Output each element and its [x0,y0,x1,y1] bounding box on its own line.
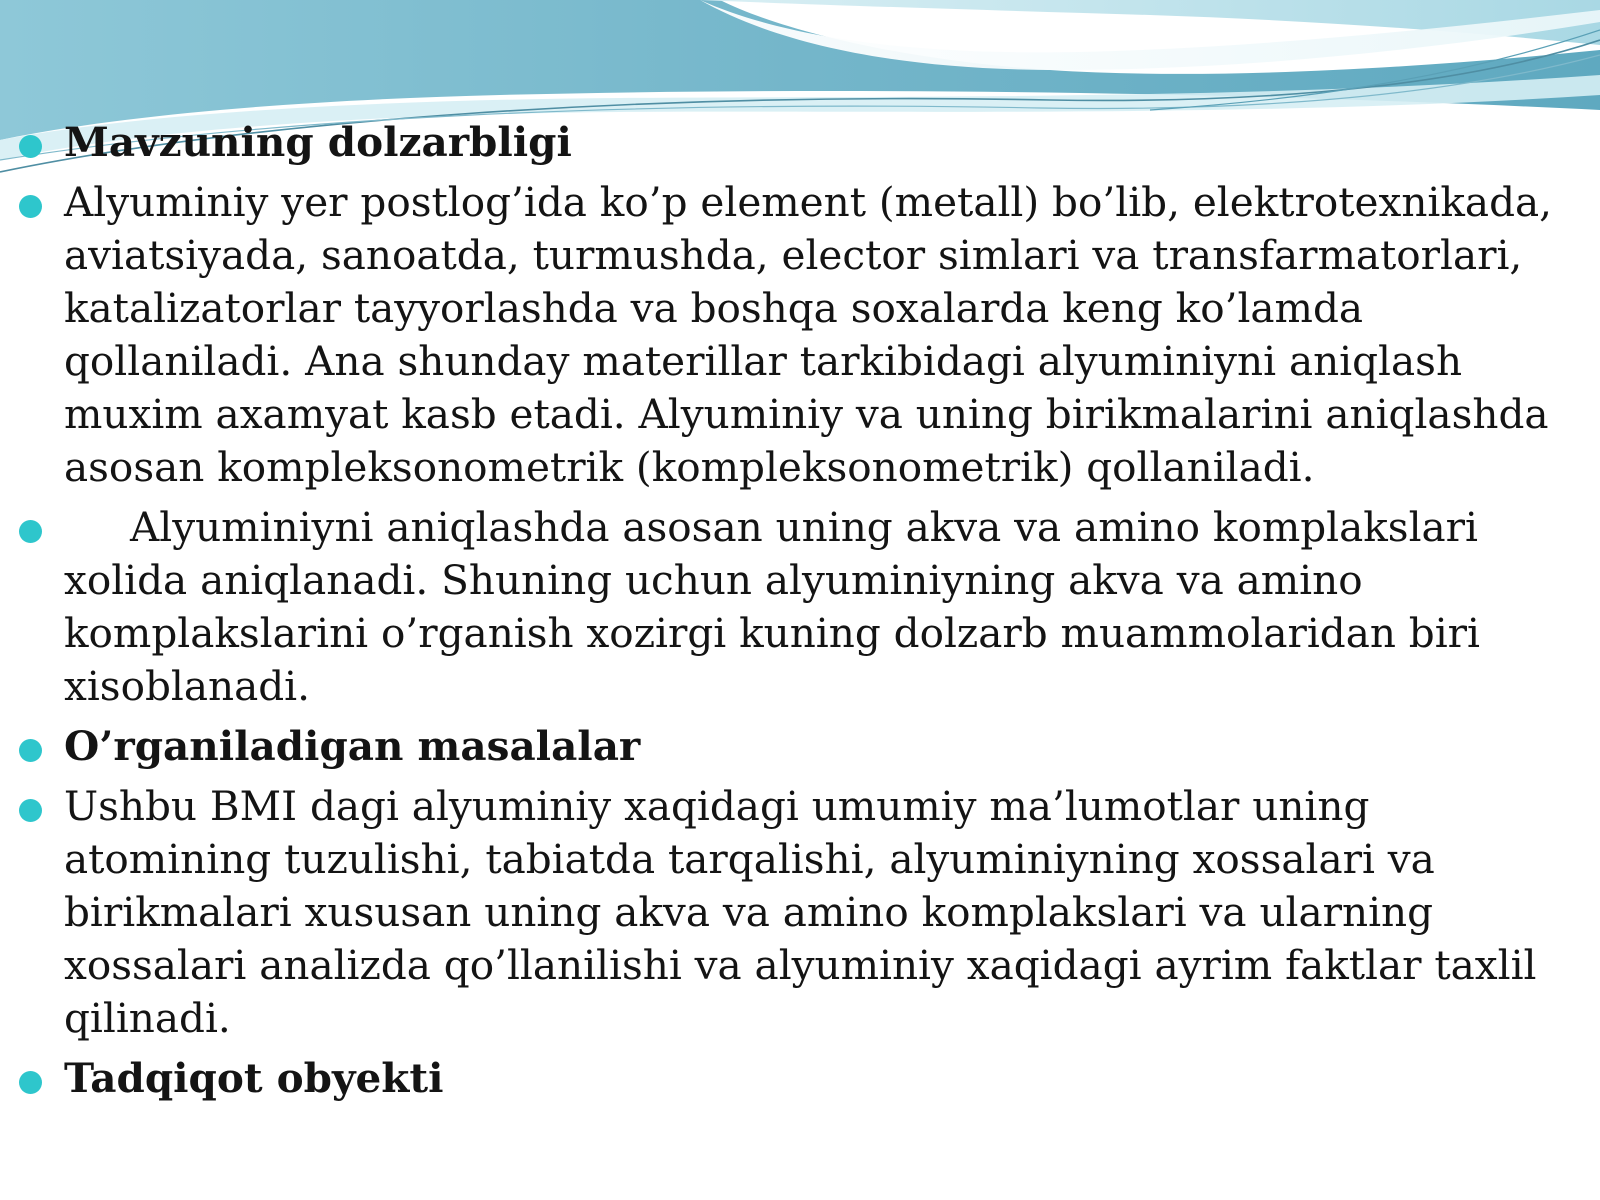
list-item-paragraph-2 [0,501,1600,713]
list-item-heading-relevance [0,116,1600,169]
bullet-list [0,116,1600,1105]
bullet-dot-icon [19,195,42,218]
paragraph-text: Ushbu BMI dagi alyuminiy xaqidagi umumiy ma’lumotlar uning atomining tuzulishi, tabiatda tarqalishi, alyuminiyning xossalari va birikmalari xususan uning akva va amino komplakslari va ularning xossalari analizda qo’llanilishi va alyuminiy xaqidagi ayrim faktlar taxlil qilinadi. [64,782,1537,1042]
heading-text: Tadqiqot obyekti [64,1054,444,1102]
bullet-dot-icon [19,520,42,543]
bullet-dot-icon [19,1071,42,1094]
list-item-paragraph-3 [0,780,1600,1045]
paragraph-text: Alyuminiyni aniqlashda asosan uning akva va amino komplakslari xolida aniqlanadi. Shuning uchun alyuminiyning akva va amino komplakslarini o’rganish xozirgi kuning dolzarb muammolaridan biri xisoblanadi. [64,503,1480,710]
bullet-dot-icon [19,799,42,822]
paragraph-text: Alyuminiy yer postlog’ida ko’p element (metall) bo’lib, elektrotexnikada, aviatsiyada, sanoatda, turmushda, elector simlari va transfarmatorlari, katalizatorlar tayyorlashda va boshqa soxalarda keng ko’lamda qollaniladi. Ana shunday materillar tarkibidagi alyuminiyni aniqlash muxim axamyat kasb etadi. Alyuminiy va uning birikmalarini aniqlashda asosan kompleksonometrik (kompleksonometrik) qollaniladi. [64,178,1553,491]
bullet-dot-icon [19,135,42,158]
list-item-heading-object [0,1052,1600,1105]
heading-text: O’rganiladigan masalalar [64,722,641,770]
bullet-dot-icon [19,739,42,762]
heading-text: Mavzuning dolzarbligi [64,118,572,166]
list-item-paragraph-1 [0,176,1600,494]
list-item-heading-tasks [0,720,1600,773]
